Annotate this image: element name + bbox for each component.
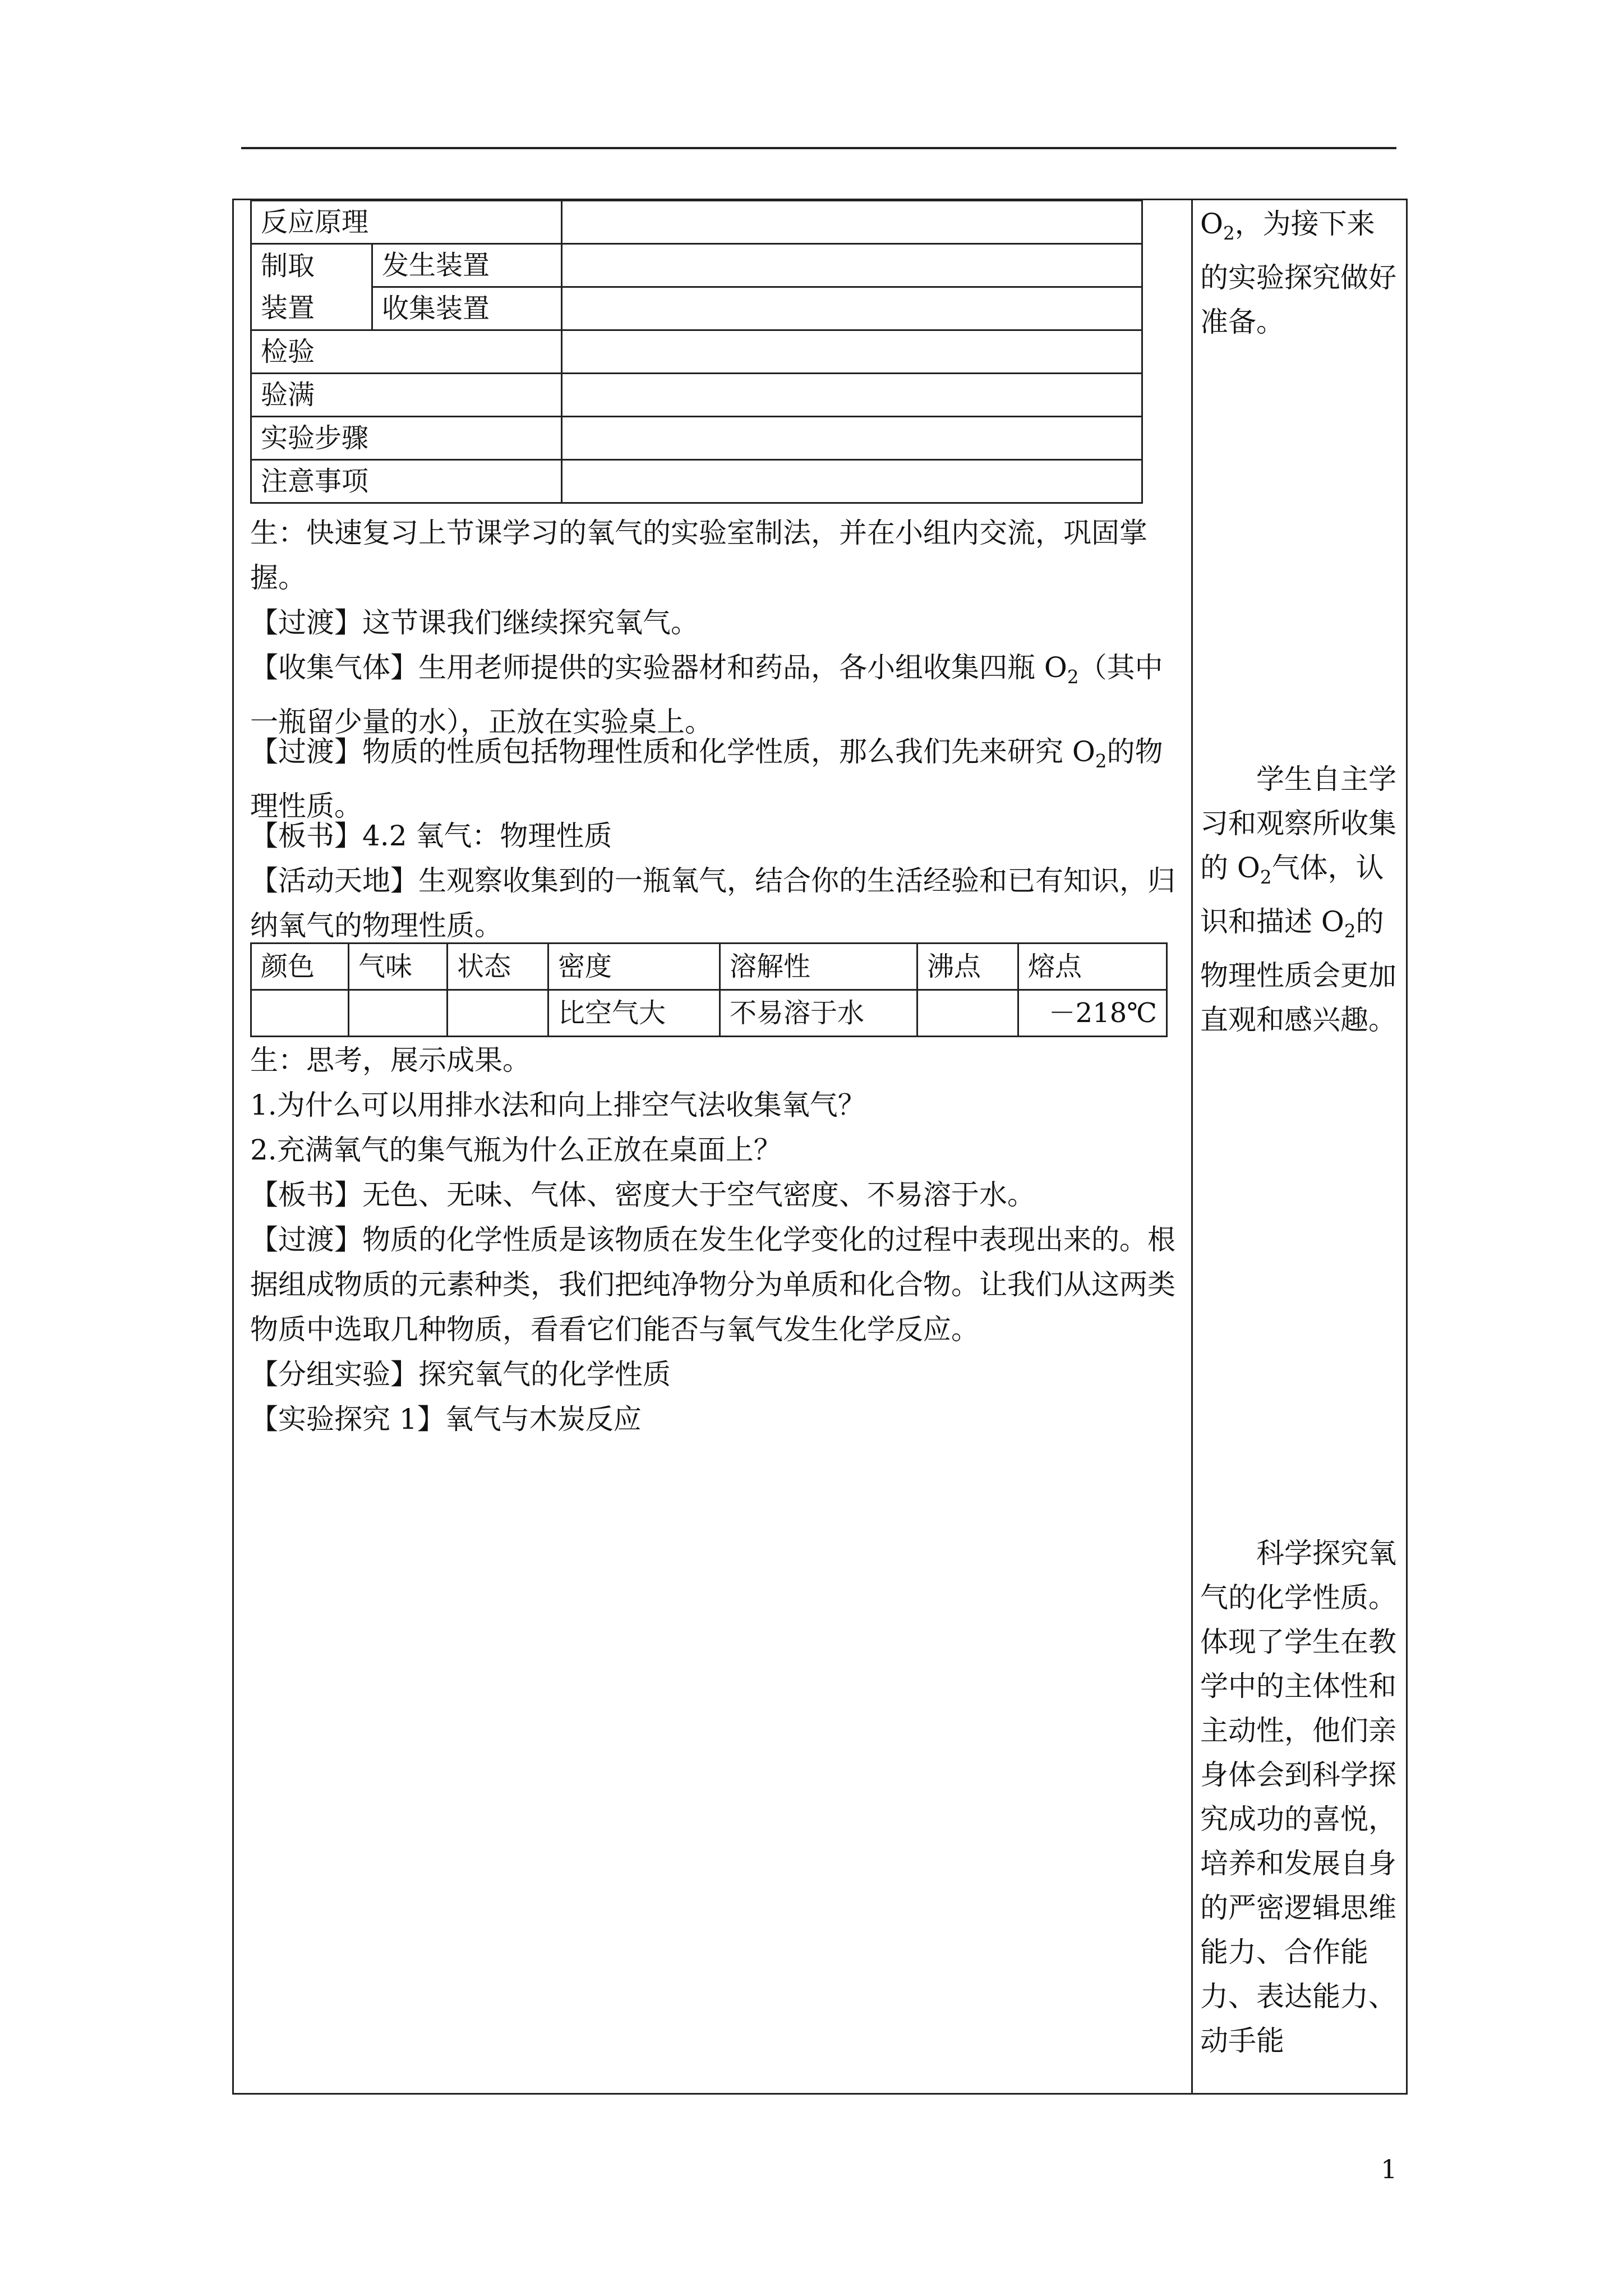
header-cell: 密度 [548,944,720,990]
table-cell: 不易溶于水 [720,990,917,1037]
table-cell [349,990,448,1037]
table-cell [562,460,1142,503]
side-note-2: 学生自主学习和观察所收集的 $O_2$气体，认识和描述 $O_2$的物理性质会更加直观和感兴趣。 [1200,763,1396,1036]
header-cell: 熔点 [1018,944,1167,990]
preparation-table [250,200,1143,504]
table-row [251,374,1142,417]
paragraph-review: 生：快速复习上节课学习的氧气的实验室制法，并在小组内交流，巩固掌握。 [250,517,1147,594]
table-cell: 制取 [251,244,372,287]
paragraph-board-1: 【板书】4.2 氧气：物理性质 [250,820,612,852]
header-rule [241,147,1396,149]
table-cell: 发生装置 [372,244,562,287]
paragraph-group-experiment: 【分组实验】探究氧气的化学性质 [250,1358,671,1391]
table-cell: 检验 [251,330,562,374]
table-row [251,460,1142,503]
table-cell [562,374,1142,417]
header-cell: 气味 [349,944,448,990]
header-cell: 颜色 [251,944,349,990]
table-header-row [251,944,1167,990]
header-cell: 沸点 [917,944,1018,990]
table-row [251,287,1142,330]
table-cell [562,244,1142,287]
paragraph-collect-gas: 【收集气体】生用老师提供的实验器材和药品，各小组收集四瓶 $O_2$（其中一瓶留少量的水），正放在实验桌上。 [250,651,1163,738]
paragraph-think: 生：思考，展示成果。 [250,1044,531,1076]
table-cell [251,990,349,1037]
page-number: 1 [1381,2154,1398,2184]
paragraph-board-2: 【板书】无色、无味、气体、密度大于空气密度、不易溶于水。 [250,1179,1035,1211]
paragraph-activity: 【活动天地】生观察收集到的一瓶氧气，结合你的生活经验和已有知识，归纳氧气的物理性质。 [250,864,1175,942]
paragraph-question-1: 1.为什么可以用排水法和向上排空气法收集氧气？ [250,1089,866,1121]
table-row [251,201,1142,244]
paragraph-transition-2: 【过渡】物质的性质包括物理性质和化学性质，那么我们先来研究 $O_2$的物理性质。 [250,735,1163,822]
paragraph-transition-3: 【过渡】物质的化学性质是该物质在发生化学变化的过程中表现出来的。根据组成物质的元素种类，我们把纯净物分为单质和化合物。让我们从这两类物质中选取几种物质，看看它们能否与氧气发生化学反应。 [250,1223,1175,1346]
side-note-1: $O_2$，为接下来的实验探究做好准备。 [1200,208,1396,338]
table-cell: 比空气大 [548,990,720,1037]
table-cell [562,201,1142,244]
table-row [251,990,1167,1037]
table-cell [562,330,1142,374]
table-row [251,417,1142,460]
table-cell [917,990,1018,1037]
table-cell: 注意事项 [251,460,562,503]
table-cell: 实验步骤 [251,417,562,460]
physical-properties-table [250,942,1168,1037]
table-cell: 装置 [251,287,372,330]
column-divider [1191,199,1193,2095]
table-cell: 收集装置 [372,287,562,330]
paragraph-experiment-1: 【实验探究 1】氧气与木炭反应 [250,1403,642,1435]
side-note-3: 科学探究氧气的化学性质。体现了学生在教学中的主体性和主动性，他们亲身体会到科学探究成功的喜悦，培养和发展自身的严密逻辑思维能力、合作能力、表达能力、动手能 [1200,1537,1396,2057]
table-cell [562,287,1142,330]
table-row [251,330,1142,374]
paragraph-question-2: 2.充满氧气的集气瓶为什么正放在桌面上？ [250,1134,782,1166]
table-cell: 验满 [251,374,562,417]
table-cell [562,417,1142,460]
table-cell: －218℃ [1018,990,1167,1037]
header-cell: 溶解性 [720,944,917,990]
table-row [251,244,1142,287]
table-cell [448,990,548,1037]
header-cell: 状态 [448,944,548,990]
paragraph-transition-1: 【过渡】这节课我们继续探究氧气。 [250,606,699,639]
table-cell: 反应原理 [251,201,562,244]
